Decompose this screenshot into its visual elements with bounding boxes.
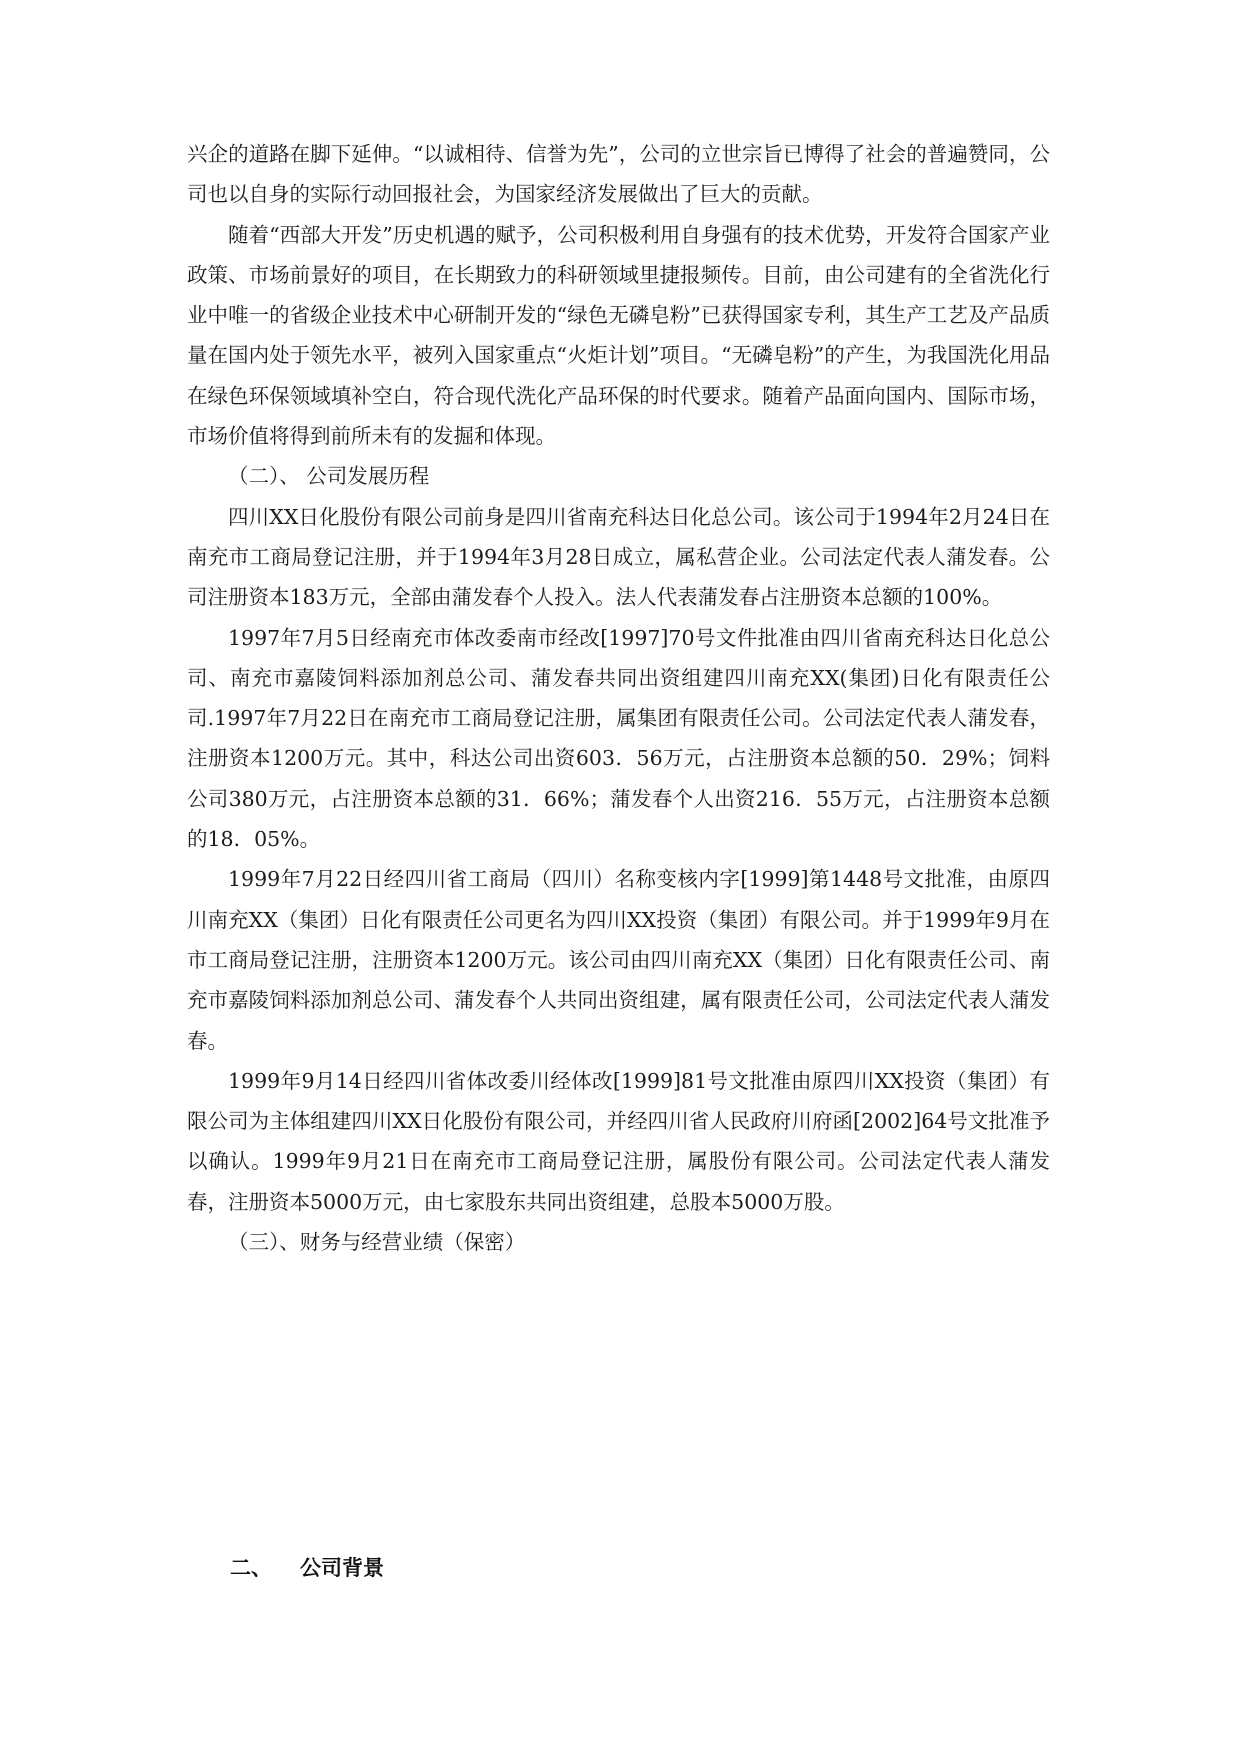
document-body	[187, 134, 1050, 1262]
subheading-development-history: （二）、 公司发展历程	[228, 464, 430, 489]
section-title: 公司背景	[300, 1556, 384, 1580]
paragraph-continuation: 兴企的道路在脚下延伸。“以诚相待、信誉为先”，公司的立世宗旨已博得了社会的普遍赞同，公司也以自身的实际行动回报社会，为国家经济发展做出了巨大的贡献。	[187, 142, 1050, 207]
section-heading-company-background	[230, 1552, 384, 1582]
paragraph-company-origin: 四川XX日化股份有限公司前身是四川省南充科达日化总公司。该公司于1994年2月24日在南充市工商局登记注册，并于1994年3月28日成立，属私营企业。公司法定代表人蒲发春。公司注册资本183万元，全部由蒲发春个人投入。法人代表蒲发春占注册资本总额的100%。	[187, 504, 1050, 610]
paragraph-1997-group: 1997年7月5日经南充市体改委南市经改[1997]70号文件批准由四川省南充科达日化总公司、南充市嘉陵饲料添加剂总公司、蒲发春共同出资组建四川南充XX(集团)日化有限责任公司.1997年7月22日在南充市工商局登记注册，属集团有限责任公司。公司法定代表人蒲发春，注册资本1200万元。其中，科达公司出资603．56万元，占注册资本总额的50．29%；饲料公司380万元，占注册资本总额的31．66%；蒲发春个人出资216．55万元，占注册资本总额的18．05%。	[187, 625, 1050, 852]
subheading-financial-performance: （三）、财务与经营业绩（保密）	[228, 1230, 526, 1255]
paragraph-1999-rename: 1999年7月22日经四川省工商局（四川）名称变核内字[1999]第1448号文批准，由原四川南充XX（集团）日化有限责任公司更名为四川XX投资（集团）有限公司。并于1999年9月在市工商局登记注册，注册资本1200万元。该公司由四川南充XX（集团）日化有限责任公司、南充市嘉陵饲料添加剂总公司、蒲发春个人共同出资组建，属有限责任公司，公司法定代表人蒲发春。	[187, 867, 1050, 1053]
paragraph-1999-joint-stock: 1999年9月14日经四川省体改委川经体改[1999]81号文批准由原四川XX投资（集团）有限公司为主体组建四川XX日化股份有限公司，并经四川省人民政府川府函[2002]64号文批准予以确认。1999年9月21日在南充市工商局登记注册，属股份有限公司。公司法定代表人蒲发春，注册资本5000万元，由七家股东共同出资组建，总股本5000万股。	[187, 1068, 1050, 1214]
section-number: 二、	[230, 1556, 272, 1580]
paragraph-western-development: 随着“西部大开发”历史机遇的赋予，公司积极利用自身强有的技术优势，开发符合国家产业政策、市场前景好的项目，在长期致力的科研领域里捷报频传。目前，由公司建有的全省洗化行业中唯一的省级企业技术中心研制开发的“绿色无磷皂粉”已获得国家专利，其生产工艺及产品质量在国内处于领先水平，被列入国家重点“火炬计划”项目。“无磷皂粉”的产生，为我国洗化用品在绿色环保领域填补空白，符合现代洗化产品环保的时代要求。随着产品面向国内、国际市场，市场价值将得到前所未有的发掘和体现。	[187, 222, 1050, 449]
